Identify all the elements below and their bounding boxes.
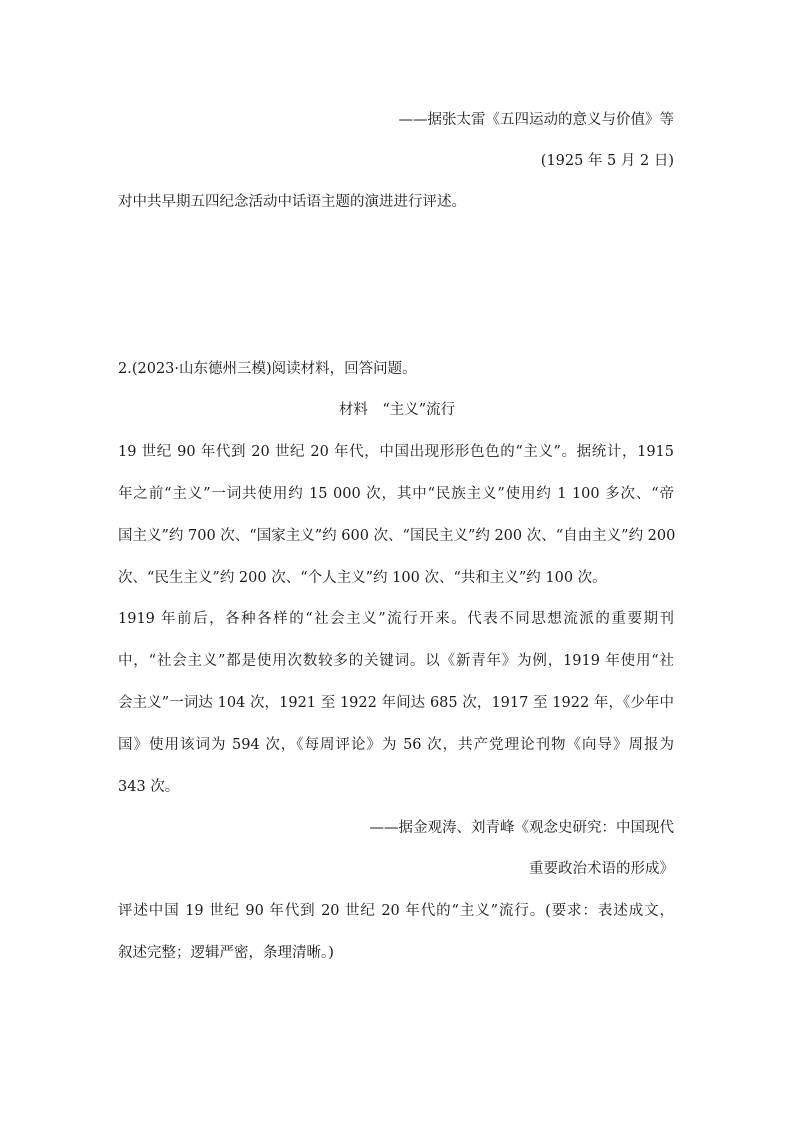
q2-para2-line: 343 次。 xyxy=(118,779,180,795)
q1-source-date: (1925 年 5 月 2 日) xyxy=(540,153,674,169)
q1-prompt: 对中共早期五四纪念活动中话语主题的演进进行评述。 xyxy=(118,194,466,210)
q2-para2-line: 会主义”一词达 104 次，1921 至 1922 年间达 685 次，1917 至 1922 年，《少年中 xyxy=(118,695,674,711)
q2-para1-line: 次、“民生主义”约 200 次、“个人主义”约 100 次、“共和主义”约 100 次。 xyxy=(118,570,607,586)
q2-prompt-line: 评述中国 19 世纪 90 年代到 20 世纪 20 年代的“主义”流行。(要求：表述成文， xyxy=(118,903,674,919)
q2-source-citation: ——据金观涛、刘青峰《观念史研究：中国现代 xyxy=(369,820,674,836)
q2-para2-line: 中，“社会主义”都是使用次数较多的关键词。以《新青年》为例，1919 年使用“社 xyxy=(118,653,674,669)
q2-para1-line: 国主义”约 700 次、“国家主义”约 600 次、“国民主义”约 200 次、“自由主义”约 200 xyxy=(118,528,676,544)
q2-prompt-line: 叙述完整；逻辑严密，条理清晰。) xyxy=(118,945,334,961)
q2-para2-line: 国》使用该词为 594 次，《每周评论》为 56 次，共产党理论刊物《向导》周报为 xyxy=(118,737,674,753)
q2-para1-line: 19 世纪 90 年代到 20 世纪 20 年代，中国出现形形色色的“主义”。据统计，1915 xyxy=(118,444,674,460)
q2-para1-line: 年之前“主义”一词共使用约 15 000 次，其中“民族主义”使用约 1 100 多次、“帝 xyxy=(118,486,674,502)
q2-para2-line: 1919 年前后，各种各样的“社会主义”流行开来。代表不同思想流派的重要期刊 xyxy=(118,611,674,627)
q2-material-title: 材料 “主义”流行 xyxy=(338,402,456,418)
q2-source-citation: 重要政治术语的形成》 xyxy=(529,861,674,877)
q1-source-citation: ——据张太雷《五四运动的意义与价值》等 xyxy=(398,112,674,128)
q2-heading: 2.(2023·山东德州三模)阅读材料，回答问题。 xyxy=(118,361,417,377)
